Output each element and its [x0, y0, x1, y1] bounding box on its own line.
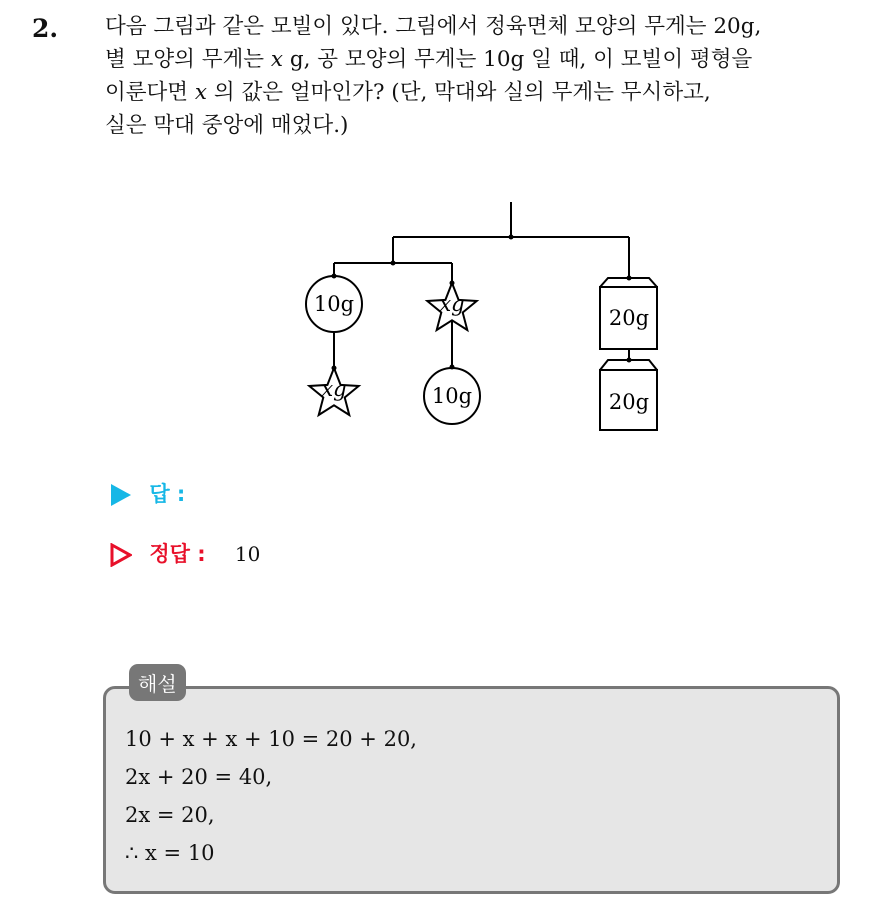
star-bottom-label: xg: [321, 377, 347, 401]
solution-line: 2x = 20,: [125, 803, 215, 827]
pivot-dot: [450, 281, 455, 286]
pivot-dot: [332, 274, 337, 279]
variable-x: x: [194, 80, 208, 105]
question-line-1: 다음 그림과 같은 모빌이 있다. 그림에서 정육면체 모양의 무게는 20g,: [105, 14, 762, 39]
variable-x: x: [270, 47, 284, 72]
solution-line: ∴ x = 10: [125, 841, 215, 865]
ball-top-label: 10g: [313, 292, 355, 316]
question-line-2b: g, 공 모양의 무게는 10g 일 때, 이 모빌이 평형을: [283, 47, 753, 72]
question-line-3a: 이룬다면: [105, 80, 195, 105]
cube-top-label: 20g: [608, 306, 650, 330]
pivot-dot: [332, 366, 337, 371]
pivot-dot: [627, 358, 632, 363]
question-line-3: [105, 76, 865, 109]
filled-triangle-icon: [110, 483, 132, 507]
question-text: [105, 10, 865, 142]
question-line-4: 실은 막대 중앙에 매었다.): [105, 113, 349, 138]
solution-lines: [125, 720, 417, 872]
cube-bottom-label: 20g: [608, 390, 650, 414]
mobile-figure: [290, 190, 670, 440]
question-line-2: [105, 43, 865, 76]
solution-line: 10 + x + x + 10 = 20 + 20,: [125, 727, 417, 751]
correct-answer-row: [110, 538, 260, 568]
question-number: 2.: [32, 14, 59, 43]
pivot-dot: [450, 365, 455, 370]
solution-title: 해설: [129, 664, 186, 701]
star-top-label: xg: [439, 292, 465, 316]
question-line-2a: 별 모양의 무게는: [105, 47, 271, 72]
pivot-dot: [391, 261, 396, 266]
solution-line: 2x + 20 = 40,: [125, 765, 273, 789]
pivot-dot: [509, 235, 514, 240]
correct-answer-value: 10: [234, 542, 261, 566]
question-line-3b: 의 값은 얼마인가? (단, 막대와 실의 무게는 무시하고,: [207, 80, 711, 105]
outline-triangle-icon: [110, 543, 132, 567]
correct-answer-label: 정답 :: [149, 542, 206, 566]
answer-label: 답 :: [149, 482, 186, 506]
answer-row: [110, 478, 185, 508]
ball-bottom-label: 10g: [431, 384, 473, 408]
pivot-dot: [627, 276, 632, 281]
